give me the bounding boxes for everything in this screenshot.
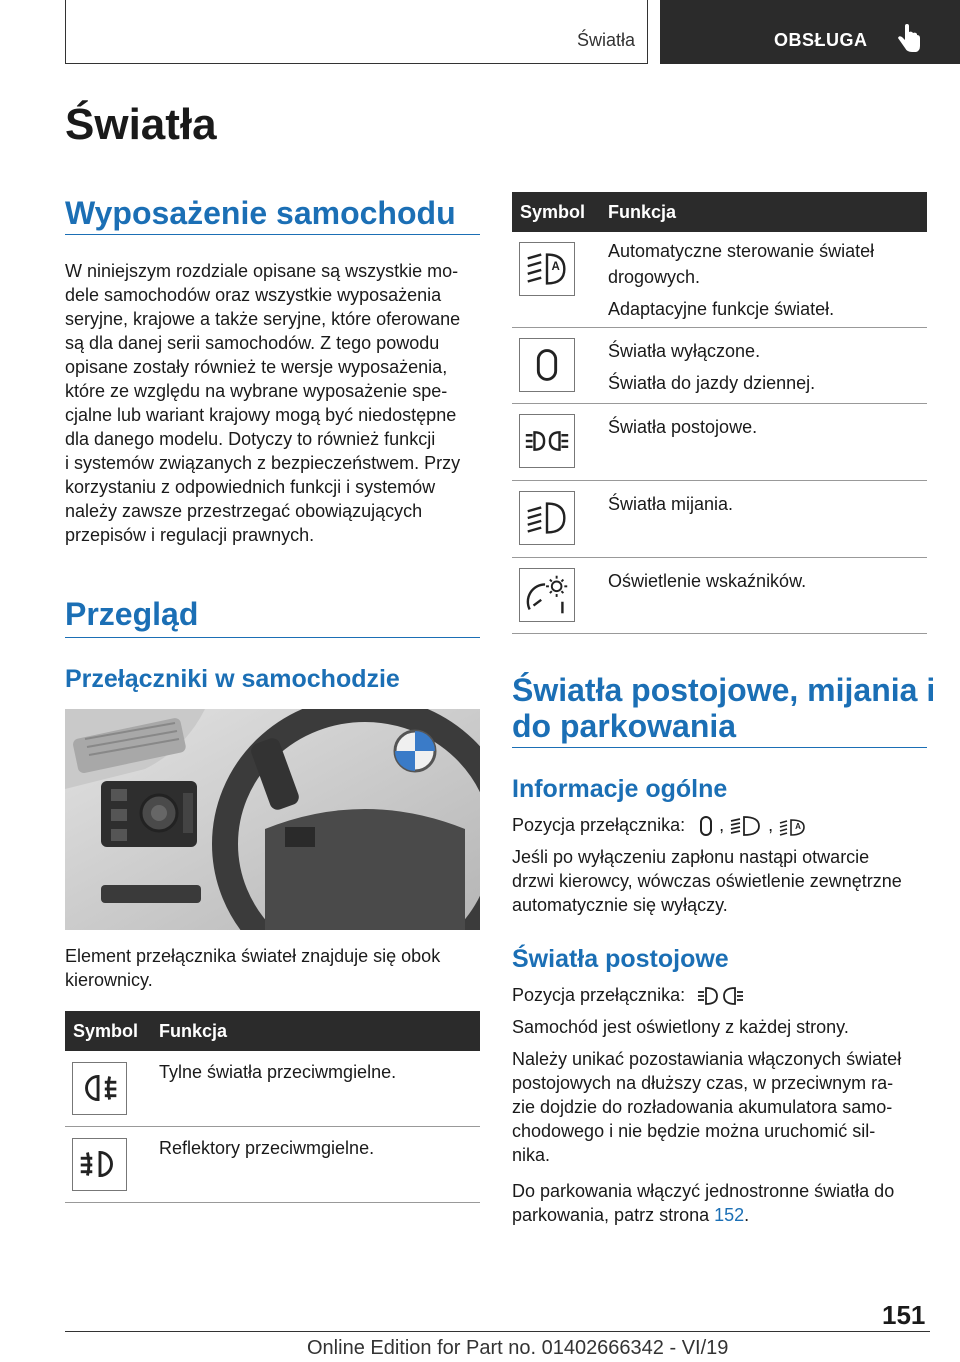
svg-text:A: A [551,260,560,273]
subheading-switches: Przełączniki w samochodzie [65,665,400,693]
page-reference-link[interactable]: 152 [714,1205,745,1225]
general-switch-positions: Pozycja przełącznika: , , A [512,813,932,837]
general-info-paragraph [512,845,932,917]
table-header [512,192,927,232]
text-span: . [744,1205,750,1225]
heading-line: do parkowania [512,708,737,744]
car-interior-photo [65,709,480,930]
switch-position-label: Pozycja przełącznika: [512,985,686,1005]
column-header-symbol: Symbol [73,1021,139,1041]
heading-rule [65,637,480,638]
section-heading-parking-low-beam [512,672,942,744]
subheading-parking-lights: Światła postojowe [512,945,729,973]
page-title: Światła [65,100,217,149]
table-row [512,328,927,404]
heading-line: Światła postojowe, mijania i [512,672,936,708]
table-row [512,558,927,634]
fog-lights-table [65,1011,480,1203]
front-fog-light-icon [72,1138,127,1191]
lights-off-icon [698,815,714,837]
table-row [65,1051,480,1127]
low-beam-icon [729,815,763,837]
rear-fog-light-icon [72,1062,127,1115]
section-heading-overview: Przegląd [65,596,199,632]
text-line: które ze względu na wybrane wyposażenie spe‐ [65,381,448,401]
footer-rule [65,1331,930,1332]
table-row [512,404,927,481]
text-line: postojowych na dłuższy czas, w przeciwnym ra‐ [512,1073,894,1093]
text-line [512,1203,932,1227]
text-line: opisane zostały również te wersje wyposażenia, [65,357,448,377]
text-line: dla danego modelu. Dotyczy to również funkcji [65,429,436,449]
text-line: nika. [512,1145,551,1165]
column-header-function: Funkcja [159,1021,228,1041]
text-line: cjalne lub wariant krajowy mogą być niedostępne [65,405,457,425]
text-line: przepisów i regulacji prawnych. [65,525,315,545]
parking-light-icon [519,414,575,468]
equipment-paragraph [65,259,485,547]
row-text: Światła wyłączone. [608,341,761,361]
text-line: chodowego i nie będzie można uruchomić sil‐ [512,1121,876,1141]
row-text: Adaptacyjne funkcje świateł. [608,299,835,319]
header-chapter-tab [65,0,648,64]
text-line: W niniejszym rozdziale opisane są wszystkie mo‐ [65,261,459,281]
row-text: Światła postojowe. [608,417,758,437]
auto-headlight-icon [519,242,575,296]
text-line: korzystaniu z odpowiednich funkcji i systemów [65,477,436,497]
instrument-lighting-icon [519,568,575,622]
auto-headlight-icon [778,815,808,837]
text-line: drzwi kierowcy, wówczas oświetlenie zewnętrzne [512,871,902,891]
table-row [65,1127,480,1203]
parking-paragraph-3 [512,1179,932,1227]
row-text: Oświetlenie wskaźników. [608,571,807,591]
heading-rule [65,234,480,235]
text-span: parkowania, patrz strona [512,1205,710,1225]
column-header-function: Funkcja [608,202,677,222]
edition-note: Online Edition for Part no. 01402666342 - VI/19 [307,1337,729,1359]
light-switch-table [512,192,927,634]
heading-rule [512,747,927,748]
text-line: kierownicy. [65,970,153,990]
table-header [65,1011,480,1051]
switch-position-label: Pozycja przełącznika: [512,815,686,835]
text-line: są dla danej serii samochodów. Z tego powodu [65,333,440,353]
low-beam-icon [519,491,575,545]
text-line: dele samochodów oraz wszystkie wyposażenia [65,285,442,305]
parking-light-icon [696,985,746,1007]
pointing-hand-icon [896,24,922,54]
row-text: Automatyczne sterowanie świateł [608,241,875,261]
svg-text:A: A [795,822,802,832]
subheading-general-info: Informacje ogólne [512,775,728,803]
row-text: Światła mijania. [608,494,734,514]
parking-switch-position [512,983,932,1007]
text-line: Jeśli po wyłączeniu zapłonu nastąpi otwarcie [512,847,870,867]
table-row [512,481,927,558]
text-line: zie dojdzie do rozładowania akumulatora samo‐ [512,1097,893,1117]
row-text: Światła do jazdy dziennej. [608,373,816,393]
row-text: Tylne światła przeciwmgielne. [159,1062,397,1082]
text-line: i systemów związanych z bezpieczeństwem. Przy [65,453,461,473]
parking-paragraph-2 [512,1047,932,1167]
photo-caption [65,944,485,992]
section-heading-equipment: Wyposażenie samochodu [65,195,456,231]
column-header-symbol: Symbol [520,202,586,222]
text-line: automatycznie się wyłączy. [512,895,728,915]
lights-off-icon [519,338,575,392]
header-section-tab [660,0,960,64]
table-row [512,232,927,328]
text-line: Do parkowania włączyć jednostronne światła do [512,1181,895,1201]
text-line: Element przełącznika świateł znajduje się obok [65,946,441,966]
page-number: 151 [882,1300,926,1330]
parking-paragraph-1: Samochód jest oświetlony z każdej strony. [512,1017,849,1037]
row-text: drogowych. [608,267,701,287]
row-text: Reflektory przeciwmgielne. [159,1138,375,1158]
text-line: należy zawsze przestrzegać obowiązujących [65,501,423,521]
header-chapter-title: Światła [576,30,635,50]
header-section-title: OBSŁUGA [774,30,868,50]
text-line: Należy unikać pozostawiania włączonych świateł [512,1049,902,1069]
text-line: seryjne, krajowe a także seryjne, które oferowane [65,309,461,329]
